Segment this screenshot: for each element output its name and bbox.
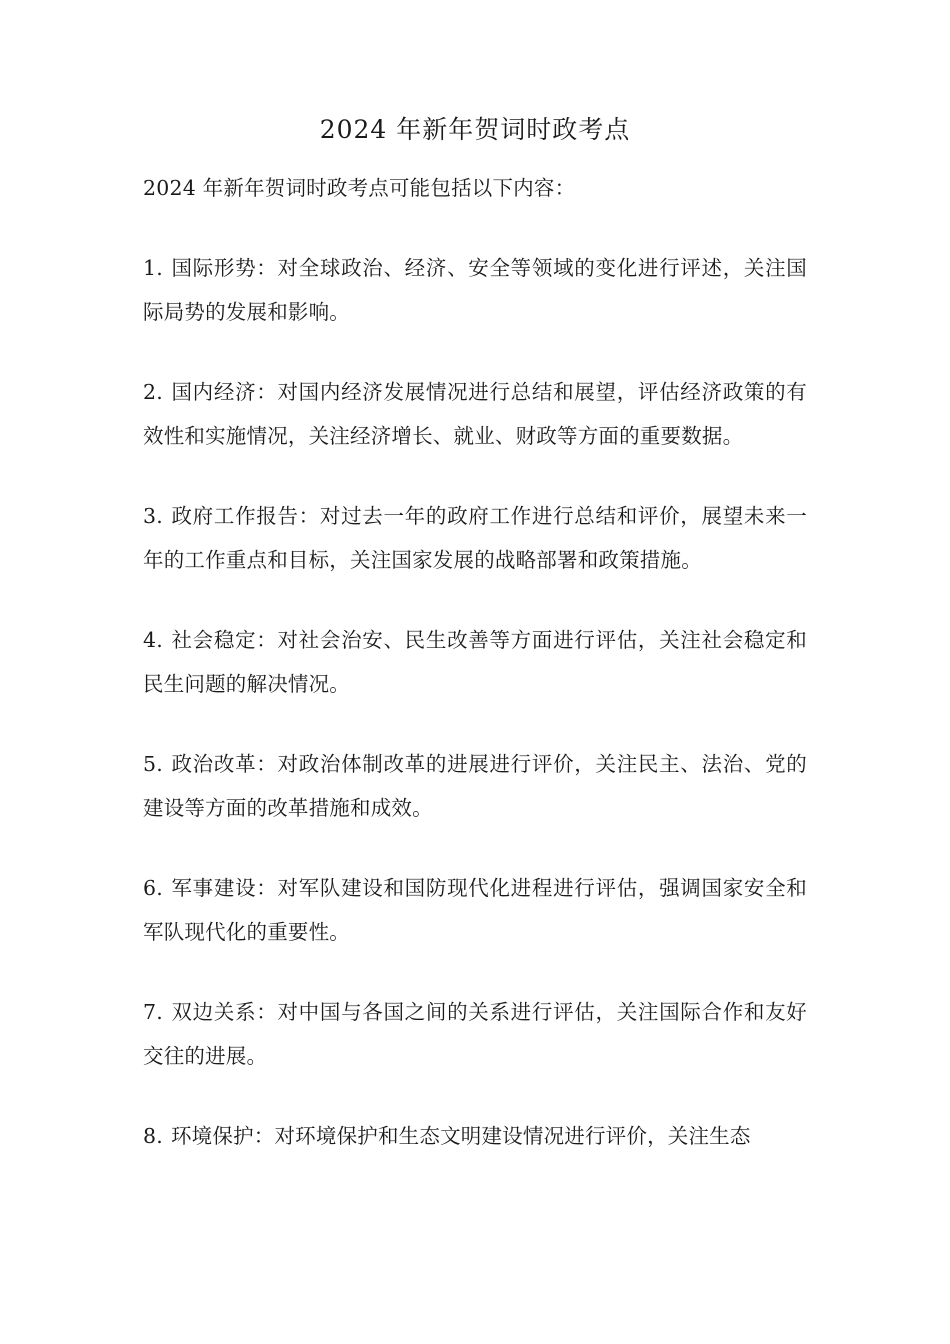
- intro-paragraph: 2024 年新年贺词时政考点可能包括以下内容：: [143, 176, 576, 200]
- list-item: [143, 246, 807, 334]
- item-text: 政府工作报告：对过去一年的政府工作进行总结和评价，展望未来一年的工作重点和目标，关注国家发展的战略部署和政策措施。: [143, 504, 807, 572]
- list-item: [143, 1114, 807, 1158]
- list-item: [143, 990, 807, 1078]
- item-number: 8.: [143, 1124, 163, 1148]
- item-text: 国际形势：对全球政治、经济、安全等领域的变化进行评述，关注国际局势的发展和影响。: [143, 256, 807, 324]
- item-number: 3.: [143, 504, 163, 528]
- item-text: 双边关系：对中国与各国之间的关系进行评估，关注国际合作和友好交往的进展。: [143, 1000, 807, 1068]
- list-item: [143, 618, 807, 706]
- document-body: [143, 166, 807, 1194]
- item-number: 7.: [143, 1000, 163, 1024]
- list-item: [143, 494, 807, 582]
- item-text: 政治改革：对政治体制改革的进展进行评价，关注民主、法治、党的建设等方面的改革措施和成效。: [143, 752, 807, 820]
- item-number: 2.: [143, 380, 163, 404]
- item-number: 6.: [143, 876, 163, 900]
- item-text: 社会稳定：对社会治安、民生改善等方面进行评估，关注社会稳定和民生问题的解决情况。: [143, 628, 807, 696]
- list-item: [143, 866, 807, 954]
- document-title: 2024 年新年贺词时政考点: [319, 115, 631, 144]
- item-number: 5.: [143, 752, 163, 776]
- item-text: 环境保护：对环境保护和生态文明建设情况进行评价，关注生态: [170, 1124, 751, 1148]
- item-number: 4.: [143, 628, 163, 652]
- item-text: 军事建设：对军队建设和国防现代化进程进行评估，强调国家安全和军队现代化的重要性。: [143, 876, 807, 944]
- item-text: 国内经济：对国内经济发展情况进行总结和展望，评估经济政策的有效性和实施情况，关注经济增长、就业、财政等方面的重要数据。: [143, 380, 807, 448]
- list-item: [143, 370, 807, 458]
- list-item: [143, 742, 807, 830]
- item-number: 1.: [143, 256, 163, 280]
